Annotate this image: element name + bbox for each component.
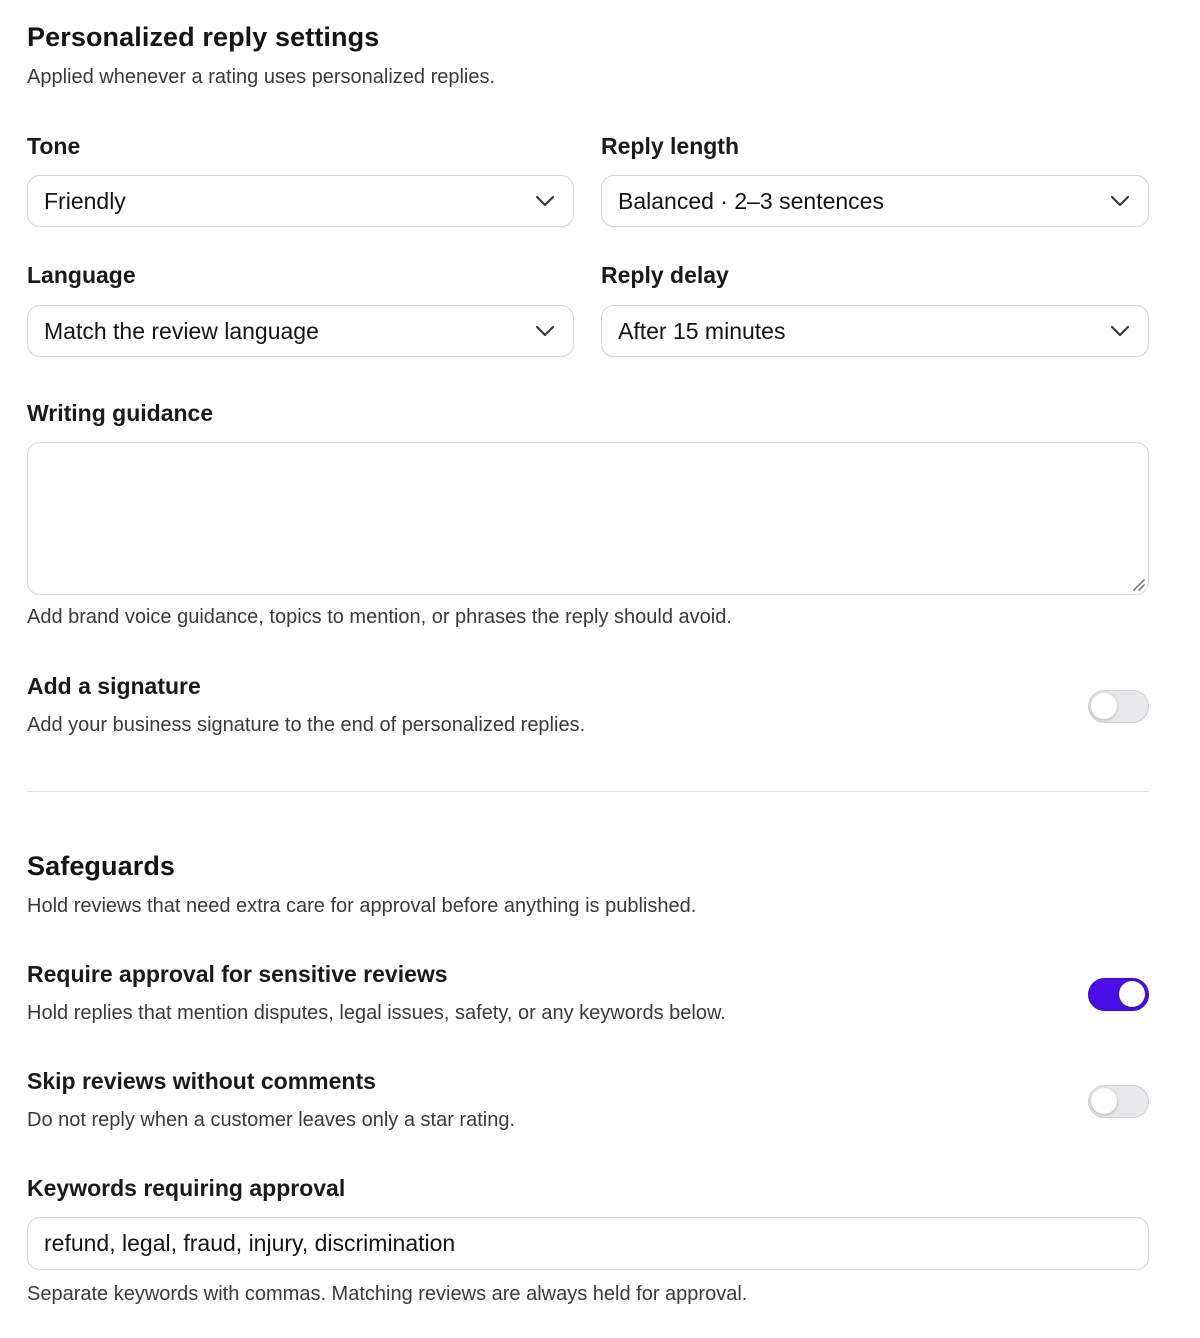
tone-select[interactable] (27, 175, 574, 227)
personalized-settings-title: Personalized reply settings (27, 22, 380, 52)
chevron-down-icon (535, 325, 555, 337)
keywords-input-value: refund, legal, fraud, injury, discrimination (44, 1230, 456, 1256)
signature-title: Add a signature (27, 673, 201, 699)
tone-select-value: Friendly (44, 187, 126, 214)
writing-guidance-label: Writing guidance (27, 400, 214, 426)
writing-guidance-textarea[interactable] (27, 442, 1149, 595)
chevron-down-icon (1110, 325, 1130, 337)
toggle-knob (1091, 693, 1117, 719)
chevron-down-icon (1110, 195, 1130, 207)
skip-no-comments-description: Do not reply when a customer leaves only a star rating. (27, 1109, 516, 1131)
signature-toggle[interactable] (1088, 690, 1149, 723)
tone-label: Tone (27, 133, 81, 159)
language-select-value: Match the review language (44, 317, 319, 344)
language-label: Language (27, 262, 136, 288)
keywords-label: Keywords requiring approval (27, 1175, 346, 1201)
section-divider (27, 791, 1149, 792)
signature-description: Add your business signature to the end of personalized replies. (27, 714, 586, 736)
keywords-help: Separate keywords with commas. Matching reviews are always held for approval. (27, 1283, 748, 1305)
reply-delay-select[interactable] (601, 305, 1149, 357)
personalized-settings-subtitle: Applied whenever a rating uses personalized replies. (27, 66, 496, 88)
keywords-input[interactable] (27, 1217, 1149, 1270)
reply-length-label: Reply length (601, 133, 740, 159)
toggle-knob (1091, 1088, 1117, 1114)
resize-grip-icon[interactable] (1131, 577, 1145, 591)
safeguards-subtitle: Hold reviews that need extra care for approval before anything is published. (27, 895, 697, 917)
require-approval-title: Require approval for sensitive reviews (27, 961, 448, 987)
reply-length-select-value: Balanced · 2–3 sentences (618, 187, 884, 214)
reply-delay-label: Reply delay (601, 262, 729, 288)
toggle-knob (1119, 981, 1145, 1007)
chevron-down-icon (535, 195, 555, 207)
writing-guidance-help: Add brand voice guidance, topics to mention, or phrases the reply should avoid. (27, 606, 732, 628)
language-select[interactable] (27, 305, 574, 357)
skip-no-comments-toggle[interactable] (1088, 1085, 1149, 1118)
reply-delay-select-value: After 15 minutes (618, 317, 786, 344)
safeguards-title: Safeguards (27, 851, 176, 881)
require-approval-toggle[interactable] (1088, 978, 1149, 1011)
require-approval-description: Hold replies that mention disputes, legal issues, safety, or any keywords below. (27, 1002, 726, 1024)
skip-no-comments-title: Skip reviews without comments (27, 1068, 376, 1094)
reply-length-select[interactable] (601, 175, 1149, 227)
